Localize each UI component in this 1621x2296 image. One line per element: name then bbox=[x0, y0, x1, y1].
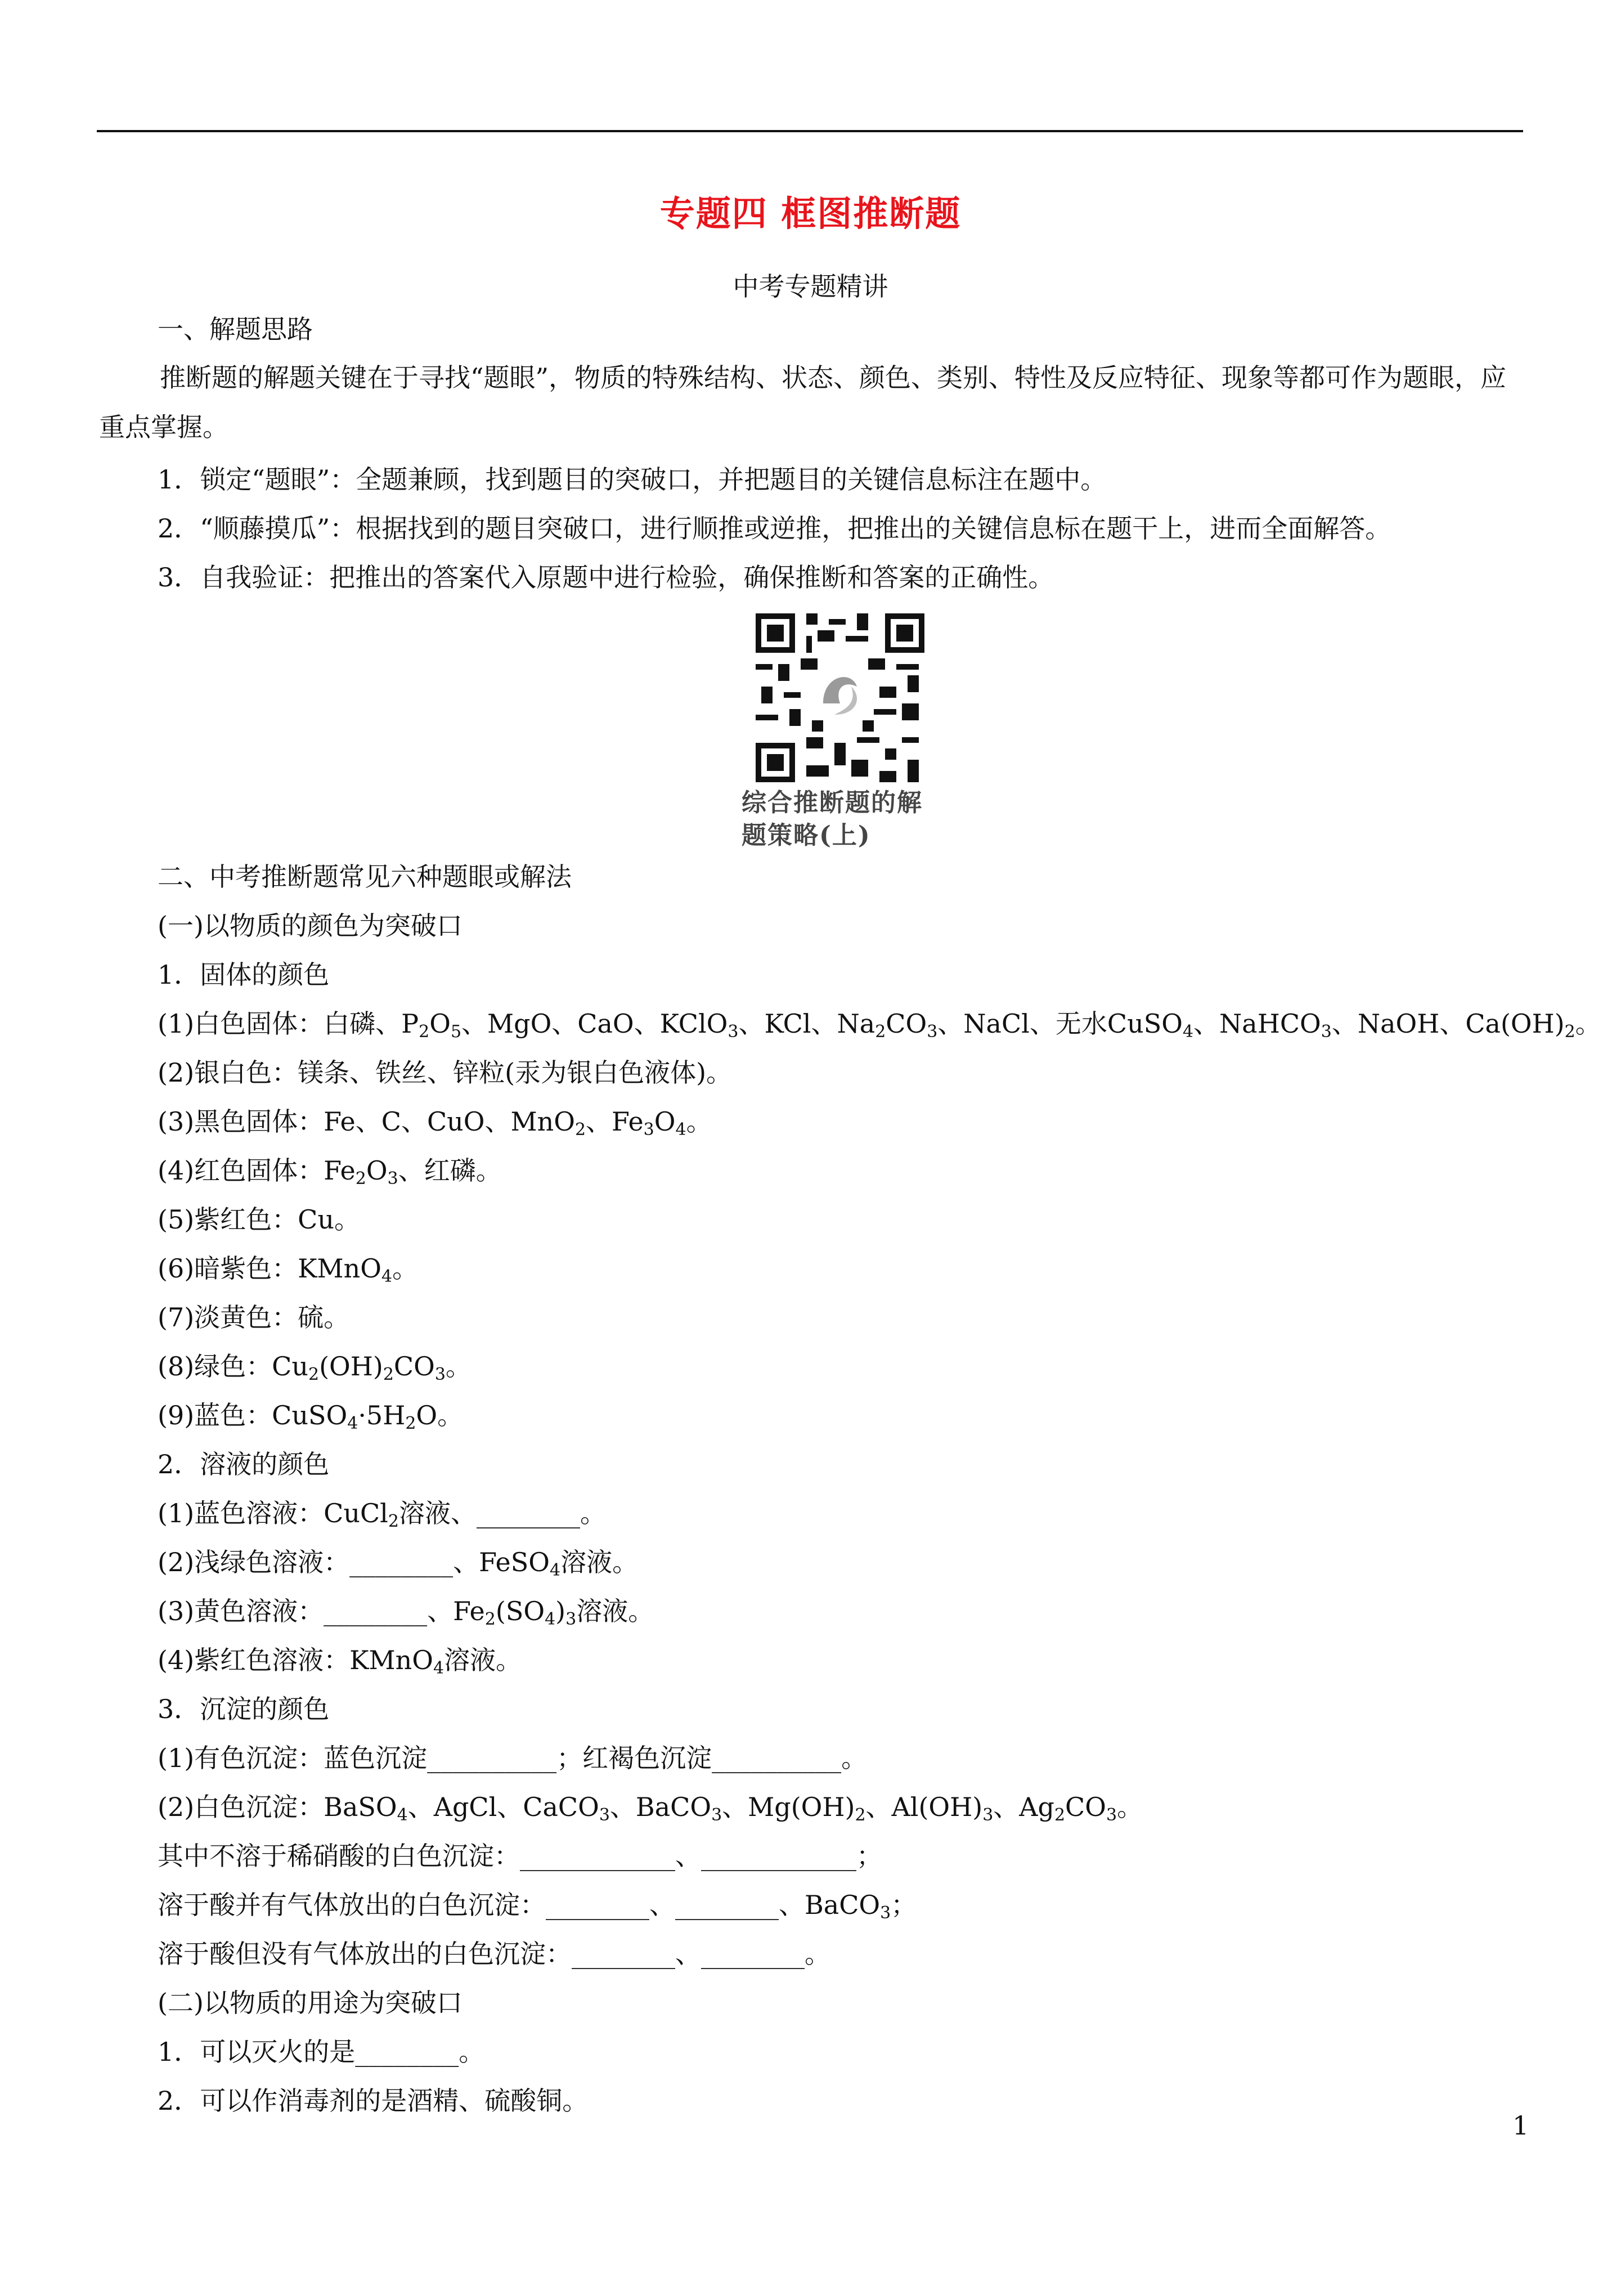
precip-line-3: 其中不溶于稀硝酸的白色沉淀：____________、____________； bbox=[158, 1841, 882, 1871]
solid-line-8: (8)绿色：$Cu_2(OH)_2CO_3$。 bbox=[158, 1351, 472, 1384]
solution-line-2: (2)浅绿色溶液：________、FeSO$_4$溶液。 bbox=[158, 1547, 639, 1580]
solid-line-2: (2)银白色：镁条、铁丝、锌粒(汞为银白色液体)。 bbox=[158, 1057, 733, 1088]
solution-line-1: (1)蓝色溶液：CuCl$_2$溶液、________。 bbox=[158, 1498, 606, 1531]
step-2: 2．“顺藤摸瓜”：根据找到的题目突破口，进行顺推或逆推，把推出的关键信息标在题干上，进而全面解答。 bbox=[158, 513, 1391, 544]
precip-line-4: 溶于酸并有气体放出的白色沉淀：________、________、BaCO$_3$； bbox=[158, 1890, 917, 1923]
precip-heading: 3．沉淀的颜色 bbox=[158, 1694, 330, 1724]
step-3: 3．自我验证：把推出的答案代入原题中进行检验，确保推断和答案的正确性。 bbox=[158, 562, 1054, 593]
page-title: 专题四 框图推断题 bbox=[659, 193, 962, 234]
use-line-1: 1．可以灭火的是________。 bbox=[158, 2037, 485, 2067]
solid-line-9: (9)蓝色：$CuSO_4\cdot 5H_2O$。 bbox=[158, 1400, 464, 1433]
solution-heading: 2．溶液的颜色 bbox=[158, 1449, 330, 1479]
step-1: 1．锁定“题眼”：全题兼顾，找到题目的突破口，并把题目的关键信息标注在题中。 bbox=[158, 464, 1107, 495]
part1-heading: (一)以物质的颜色为突破口 bbox=[158, 911, 462, 941]
page-subtitle: 中考专题精讲 bbox=[733, 271, 888, 302]
qr-code[interactable] bbox=[756, 613, 924, 782]
solid-line-3: (3)黑色固体：Fe、C、CuO、MnO$_2$、$Fe_3O_4$。 bbox=[158, 1106, 712, 1140]
precip-line-5: 溶于酸但没有气体放出的白色沉淀：________、________。 bbox=[158, 1939, 830, 1969]
qr-caption-line1: 综合推断题的解 bbox=[742, 788, 923, 817]
solid-line-1: (1)白色固体：白磷、$P_2O_5$、MgO、CaO、KClO$_3$、KCl、$Na_2CO_3$、NaCl、无水CuSO$_4$、NaHCO$_3$、NaOH、$Ca(OH)_2$。 bbox=[158, 1008, 1601, 1042]
header-rule bbox=[97, 130, 1523, 132]
precip-line-2: (2)白色沉淀：BaSO$_4$、AgCl、CaCO$_3$、BaCO$_3$、$Mg(OH)_2$、$Al(OH)_3$、$Ag_2CO_3$。 bbox=[158, 1792, 1143, 1825]
section1-heading: 一、解题思路 bbox=[158, 314, 313, 344]
qr-caption bbox=[742, 787, 944, 852]
solution-line-4: (4)紫红色溶液：KMnO$_4$溶液。 bbox=[158, 1645, 522, 1678]
section2-heading: 二、中考推断题常见六种题眼或解法 bbox=[158, 862, 572, 892]
solid-heading: 1．固体的颜色 bbox=[158, 959, 330, 990]
use-line-2: 2．可以作消毒剂的是酒精、硫酸铜。 bbox=[158, 2086, 589, 2116]
part2-heading: (二)以物质的用途为突破口 bbox=[158, 1988, 462, 2018]
page-number: 1 bbox=[1512, 2110, 1529, 2141]
solid-line-4: (4)红色固体：$Fe_2O_3$、红磷。 bbox=[158, 1155, 502, 1189]
solid-line-5: (5)紫红色：Cu。 bbox=[158, 1204, 360, 1235]
section1-paragraph: 推断题的解题关键在于寻找“题眼”，物质的特殊结构、状态、颜色、类别、特性及反应特征、现象等都可作为题眼，应重点掌握。 bbox=[99, 362, 1507, 442]
qr-caption-line2: 题策略(上) bbox=[742, 821, 871, 850]
precip-line-1: (1)有色沉淀：蓝色沉淀__________；红褐色沉淀__________。 bbox=[158, 1743, 868, 1773]
solid-line-7: (7)淡黄色：硫。 bbox=[158, 1302, 350, 1333]
solution-line-3: (3)黄色溶液：________、$Fe_2(SO_4)_3$溶液。 bbox=[158, 1596, 654, 1629]
solid-line-6: (6)暗紫色：KMnO$_4$。 bbox=[158, 1253, 419, 1286]
